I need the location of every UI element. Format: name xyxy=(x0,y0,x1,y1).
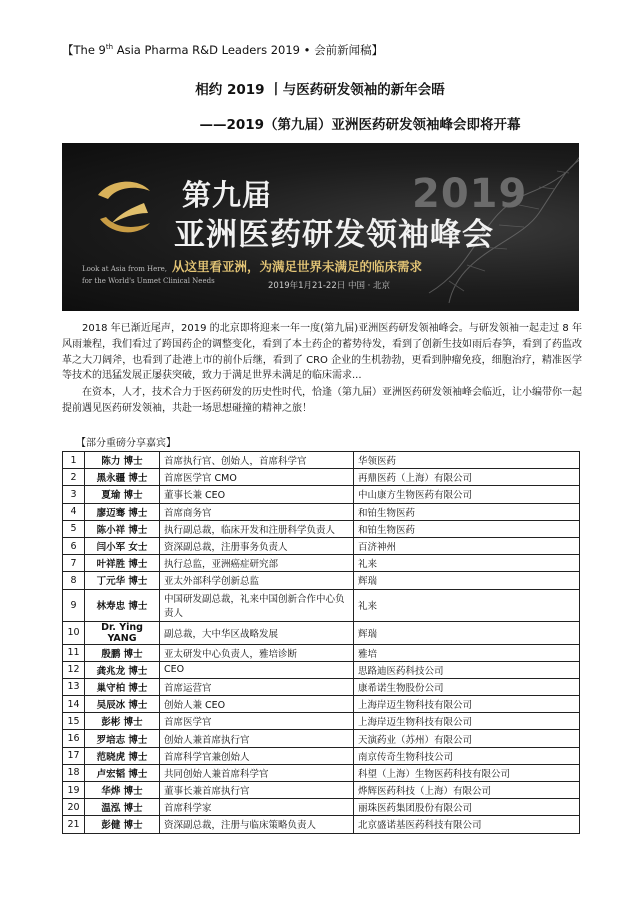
header-line xyxy=(62,42,383,58)
guest-title: 董事长兼首席执行官 xyxy=(160,782,354,799)
table-row xyxy=(63,520,580,537)
guest-title: 中国研发副总裁，礼来中国创新合作中心负责人 xyxy=(160,589,354,621)
guest-name: 闫小军 女士 xyxy=(85,537,160,554)
table-row xyxy=(63,747,580,764)
summit-logo-icon xyxy=(90,173,158,241)
guest-name: Dr. Ying YANG xyxy=(85,621,160,644)
guest-organization: 辉瑞 xyxy=(354,621,580,644)
guest-title: 执行副总裁，临床开发和注册科学负责人 xyxy=(160,520,354,537)
guest-name: 叶祥胜 博士 xyxy=(85,555,160,572)
table-row xyxy=(63,486,580,503)
guest-number: 5 xyxy=(63,520,85,537)
table-row xyxy=(63,816,580,833)
guest-organization: 上海岸迈生物科技有限公司 xyxy=(354,696,580,713)
guest-organization: 思路迪医药科技公司 xyxy=(354,661,580,678)
guest-name: 卢宏韬 博士 xyxy=(85,764,160,781)
banner-year: 2019 xyxy=(412,171,528,217)
guest-title: 首席执行官、创始人，首席科学官 xyxy=(160,452,354,469)
guest-name: 彭健 博士 xyxy=(85,816,160,833)
guest-name: 罗培志 博士 xyxy=(85,730,160,747)
table-row xyxy=(63,661,580,678)
guest-name: 黑永疆 博士 xyxy=(85,469,160,486)
table-row xyxy=(63,644,580,661)
guest-name: 林寿忠 博士 xyxy=(85,589,160,621)
guest-number: 3 xyxy=(63,486,85,503)
guest-name: 温泓 博士 xyxy=(85,799,160,816)
guest-organization: 和铂生物医药 xyxy=(354,520,580,537)
guest-title: 首席科学家 xyxy=(160,799,354,816)
guest-title: 首席医学官 xyxy=(160,713,354,730)
guest-number: 1 xyxy=(63,452,85,469)
guests-section-label: 【部分重磅分享嘉宾】 xyxy=(76,438,176,449)
guest-title: 共同创始人兼首席科学官 xyxy=(160,764,354,781)
guest-title: 亚太研发中心负责人，雅培诊断 xyxy=(160,644,354,661)
guest-number: 9 xyxy=(63,589,85,621)
table-row xyxy=(63,713,580,730)
table-row xyxy=(63,469,580,486)
guest-name: 巢守柏 博士 xyxy=(85,678,160,695)
table-row xyxy=(63,696,580,713)
guest-organization: 科望（上海）生物医药科技有限公司 xyxy=(354,764,580,781)
guest-title: 首席商务官 xyxy=(160,503,354,520)
table-row xyxy=(63,589,580,621)
guest-title: 首席医学官 CMO xyxy=(160,469,354,486)
guest-number: 19 xyxy=(63,782,85,799)
guest-number: 7 xyxy=(63,555,85,572)
guest-name: 华烨 博士 xyxy=(85,782,160,799)
guest-organization: 中山康方生物医药有限公司 xyxy=(354,486,580,503)
guest-title: CEO xyxy=(160,661,354,678)
guest-number: 15 xyxy=(63,713,85,730)
guest-name: 龚兆龙 博士 xyxy=(85,661,160,678)
guest-title: 首席科学官兼创始人 xyxy=(160,747,354,764)
guest-organization: 上海岸迈生物科技有限公司 xyxy=(354,713,580,730)
guest-number: 21 xyxy=(63,816,85,833)
guest-name: 夏瑜 博士 xyxy=(85,486,160,503)
table-row xyxy=(63,555,580,572)
guest-title: 创始人兼 CEO xyxy=(160,696,354,713)
guests-table xyxy=(62,451,580,834)
table-row xyxy=(63,730,580,747)
guest-title: 创始人兼首席执行官 xyxy=(160,730,354,747)
table-row xyxy=(63,452,580,469)
guest-organization: 烨辉医药科技（上海）有限公司 xyxy=(354,782,580,799)
table-row xyxy=(63,572,580,589)
guest-number: 17 xyxy=(63,747,85,764)
header-prefix: 【The 9 xyxy=(62,43,106,57)
guest-title: 亚太外部科学创新总监 xyxy=(160,572,354,589)
guest-name: 彭彬 博士 xyxy=(85,713,160,730)
guest-title: 执行总监，亚洲癌症研究部 xyxy=(160,555,354,572)
guest-name: 陈力 博士 xyxy=(85,452,160,469)
guest-title: 副总裁，大中华区战略发展 xyxy=(160,621,354,644)
guest-number: 12 xyxy=(63,661,85,678)
table-row xyxy=(63,782,580,799)
guest-number: 14 xyxy=(63,696,85,713)
guest-title: 资深副总裁，注册与临床策略负责人 xyxy=(160,816,354,833)
main-title: 相约 2019 丨与医药研发领袖的新年会晤 xyxy=(195,82,445,98)
guest-name: 廖迈骞 博士 xyxy=(85,503,160,520)
guest-organization: 华领医药 xyxy=(354,452,580,469)
banner-date-place: 2019年1月21-22日 中国 · 北京 xyxy=(268,281,391,291)
guest-organization: 再鼎医药（上海）有限公司 xyxy=(354,469,580,486)
guest-organization: 丽珠医药集团股份有限公司 xyxy=(354,799,580,816)
banner-slogan: 从这里看亚洲，为满足世界未满足的临床需求 xyxy=(172,259,423,274)
guest-number: 4 xyxy=(63,503,85,520)
header-suffix: Asia Pharma R&D Leaders 2019 • 会前新闻稿】 xyxy=(113,43,384,57)
guest-organization: 北京盛诺基医药科技有限公司 xyxy=(354,816,580,833)
header-sup: th xyxy=(105,43,114,52)
guest-number: 13 xyxy=(63,678,85,695)
guest-name: 殷鹏 博士 xyxy=(85,644,160,661)
guest-organization: 礼来 xyxy=(354,555,580,572)
guest-organization: 雅培 xyxy=(354,644,580,661)
table-row xyxy=(63,799,580,816)
guest-number: 10 xyxy=(63,621,85,644)
guest-name: 吴辰冰 博士 xyxy=(85,696,160,713)
guest-number: 16 xyxy=(63,730,85,747)
guest-number: 20 xyxy=(63,799,85,816)
intro-paragraph-2: 在资本，人才，技术合力于医药研发的历史性时代，恰逢（第九届）亚洲医药研发领袖峰会临近，让小编带你一起提前遇见医药研发领袖，共赴一场思想碰撞的精神之旅！ xyxy=(62,387,582,414)
guest-title: 首席运营官 xyxy=(160,678,354,695)
guest-organization: 和铂生物医药 xyxy=(354,503,580,520)
guest-organization: 康希诺生物股份公司 xyxy=(354,678,580,695)
guest-title: 董事长兼 CEO xyxy=(160,486,354,503)
guest-number: 2 xyxy=(63,469,85,486)
guest-organization: 辉瑞 xyxy=(354,572,580,589)
guest-organization: 天演药业（苏州）有限公司 xyxy=(354,730,580,747)
table-row xyxy=(63,764,580,781)
event-banner xyxy=(62,143,579,311)
guest-number: 11 xyxy=(63,644,85,661)
intro-paragraph: 2018 年已渐近尾声，2019 的北京即将迎来一年一度(第九届)亚洲医药研发领袖峰会。与研发领袖一起走过 8 年风雨兼程，我们看过了跨国药企的调整变化，看到了本土药企的蓄势待发，看到了创新生技如雨后春笋，看到了药监改革之大刀阔斧，也看到了赴港上市的前仆后继，看到了 CRO 企业的生机勃勃，更看到肿瘤免疫，细胞治疗，精准医学等技术的迅猛发展正屡获突破，致力于满足世界未满足的临床需求... xyxy=(62,323,582,382)
guest-organization: 百济神州 xyxy=(354,537,580,554)
table-row xyxy=(63,621,580,644)
table-row xyxy=(63,537,580,554)
sub-title: ——2019（第九届）亚洲医药研发领袖峰会即将开幕 xyxy=(199,117,521,133)
banner-english-line2: for the World's Unmet Clinical Needs xyxy=(82,277,215,285)
guest-name: 范晓虎 博士 xyxy=(85,747,160,764)
banner-edition: 第九届 xyxy=(182,178,273,212)
guest-number: 18 xyxy=(63,764,85,781)
banner-summit-name: 亚洲医药研发领袖峰会 xyxy=(174,217,494,253)
guest-name: 丁元华 博士 xyxy=(85,572,160,589)
banner-english-line1: Look at Asia from Here, xyxy=(82,265,168,273)
guest-name: 陈小祥 博士 xyxy=(85,520,160,537)
guest-organization: 礼来 xyxy=(354,589,580,621)
table-row xyxy=(63,678,580,695)
table-row xyxy=(63,503,580,520)
guest-number: 8 xyxy=(63,572,85,589)
guest-organization: 南京传奇生物科技公司 xyxy=(354,747,580,764)
guest-number: 6 xyxy=(63,537,85,554)
guest-title: 资深副总裁，注册事务负责人 xyxy=(160,537,354,554)
